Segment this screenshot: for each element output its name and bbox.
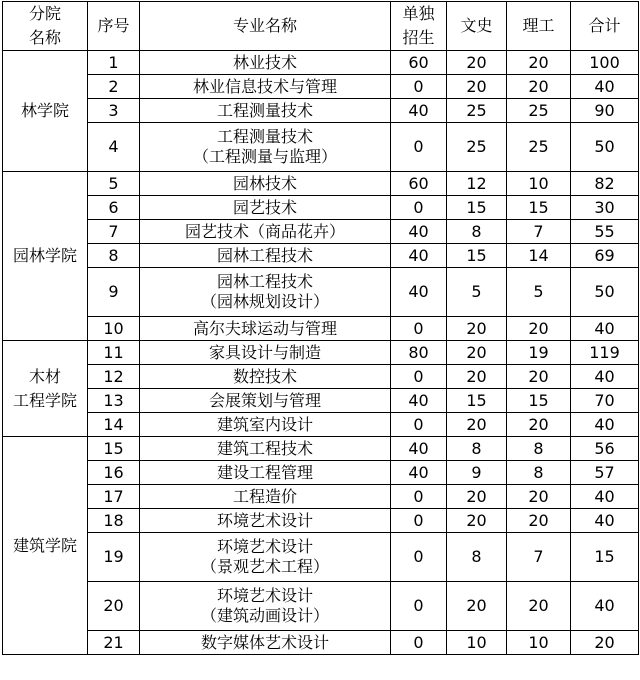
solo-enroll-cell: 0 — [391, 365, 447, 389]
solo-enroll-cell: 0 — [391, 413, 447, 437]
table-row — [3, 75, 639, 99]
total-cell: 90 — [571, 99, 639, 123]
college-cell: 木材 工程学院 — [3, 341, 88, 437]
arts-cell: 9 — [447, 461, 507, 485]
table-row — [3, 244, 639, 268]
science-cell: 15 — [507, 196, 571, 220]
science-cell: 10 — [507, 631, 571, 655]
seq-cell: 12 — [88, 365, 140, 389]
arts-cell: 15 — [447, 389, 507, 413]
total-cell: 40 — [571, 75, 639, 99]
arts-cell: 20 — [447, 509, 507, 533]
table-row — [3, 99, 639, 123]
science-cell: 20 — [507, 485, 571, 509]
table-row — [3, 341, 639, 365]
major-name-cell: 建筑室内设计 — [140, 413, 391, 437]
solo-enroll-cell: 0 — [391, 485, 447, 509]
total-cell: 40 — [571, 317, 639, 341]
arts-cell: 20 — [447, 365, 507, 389]
solo-enroll-cell: 0 — [391, 533, 447, 582]
arts-cell: 10 — [447, 631, 507, 655]
science-cell: 7 — [507, 220, 571, 244]
science-cell: 10 — [507, 172, 571, 196]
arts-cell: 5 — [447, 268, 507, 317]
solo-enroll-cell: 40 — [391, 99, 447, 123]
header-row — [3, 2, 639, 51]
major-name-cell: 园林工程技术 （园林规划设计） — [140, 268, 391, 317]
science-cell: 20 — [507, 75, 571, 99]
solo-enroll-cell: 60 — [391, 172, 447, 196]
major-name-cell: 园艺技术 — [140, 196, 391, 220]
seq-cell: 3 — [88, 99, 140, 123]
major-name-cell: 建筑工程技术 — [140, 437, 391, 461]
header-solo: 单独 招生 — [391, 2, 447, 51]
major-name-cell: 林业技术 — [140, 51, 391, 75]
science-cell: 20 — [507, 51, 571, 75]
seq-cell: 21 — [88, 631, 140, 655]
seq-cell: 18 — [88, 509, 140, 533]
table-row — [3, 268, 639, 317]
total-cell: 40 — [571, 365, 639, 389]
major-name-cell: 工程测量技术 — [140, 99, 391, 123]
seq-cell: 8 — [88, 244, 140, 268]
arts-cell: 8 — [447, 220, 507, 244]
table-row — [3, 317, 639, 341]
table-row — [3, 582, 639, 631]
arts-cell: 8 — [447, 437, 507, 461]
science-cell: 8 — [507, 461, 571, 485]
table-row — [3, 533, 639, 582]
solo-enroll-cell: 0 — [391, 631, 447, 655]
major-name-cell: 工程造价 — [140, 485, 391, 509]
science-cell: 20 — [507, 413, 571, 437]
science-cell: 8 — [507, 437, 571, 461]
major-name-cell: 家具设计与制造 — [140, 341, 391, 365]
science-cell: 25 — [507, 99, 571, 123]
total-cell: 119 — [571, 341, 639, 365]
header-seq: 序号 — [88, 2, 140, 51]
seq-cell: 10 — [88, 317, 140, 341]
major-name-cell: 工程测量技术 （工程测量与监理） — [140, 123, 391, 172]
arts-cell: 25 — [447, 99, 507, 123]
seq-cell: 20 — [88, 582, 140, 631]
header-major: 专业名称 — [140, 2, 391, 51]
header-total: 合计 — [571, 2, 639, 51]
major-name-cell: 数字媒体艺术设计 — [140, 631, 391, 655]
table-row — [3, 196, 639, 220]
science-cell: 5 — [507, 268, 571, 317]
science-cell: 25 — [507, 123, 571, 172]
college-cell: 建筑学院 — [3, 437, 88, 655]
major-name-cell: 园林工程技术 — [140, 244, 391, 268]
total-cell: 40 — [571, 582, 639, 631]
solo-enroll-cell: 40 — [391, 437, 447, 461]
table-row — [3, 51, 639, 75]
seq-cell: 11 — [88, 341, 140, 365]
solo-enroll-cell: 0 — [391, 123, 447, 172]
seq-cell: 2 — [88, 75, 140, 99]
arts-cell: 20 — [447, 582, 507, 631]
arts-cell: 20 — [447, 341, 507, 365]
major-name-cell: 数控技术 — [140, 365, 391, 389]
seq-cell: 16 — [88, 461, 140, 485]
table-row — [3, 172, 639, 196]
science-cell: 20 — [507, 365, 571, 389]
seq-cell: 9 — [88, 268, 140, 317]
arts-cell: 15 — [447, 244, 507, 268]
arts-cell: 15 — [447, 196, 507, 220]
arts-cell: 20 — [447, 413, 507, 437]
seq-cell: 17 — [88, 485, 140, 509]
seq-cell: 6 — [88, 196, 140, 220]
major-name-cell: 环境艺术设计 — [140, 509, 391, 533]
total-cell: 82 — [571, 172, 639, 196]
solo-enroll-cell: 40 — [391, 389, 447, 413]
science-cell: 14 — [507, 244, 571, 268]
table-row — [3, 389, 639, 413]
header-arts: 文史 — [447, 2, 507, 51]
seq-cell: 15 — [88, 437, 140, 461]
science-cell: 19 — [507, 341, 571, 365]
total-cell: 40 — [571, 485, 639, 509]
table-row — [3, 365, 639, 389]
arts-cell: 20 — [447, 51, 507, 75]
table-row — [3, 461, 639, 485]
science-cell: 20 — [507, 509, 571, 533]
header-sci: 理工 — [507, 2, 571, 51]
table-row — [3, 631, 639, 655]
total-cell: 55 — [571, 220, 639, 244]
total-cell: 50 — [571, 123, 639, 172]
college-cell: 园林学院 — [3, 172, 88, 341]
solo-enroll-cell: 40 — [391, 244, 447, 268]
enrollment-table — [2, 1, 639, 655]
solo-enroll-cell: 40 — [391, 220, 447, 244]
solo-enroll-cell: 0 — [391, 75, 447, 99]
arts-cell: 20 — [447, 75, 507, 99]
college-cell: 林学院 — [3, 51, 88, 172]
solo-enroll-cell: 40 — [391, 461, 447, 485]
seq-cell: 4 — [88, 123, 140, 172]
solo-enroll-cell: 0 — [391, 196, 447, 220]
table-row — [3, 413, 639, 437]
science-cell: 15 — [507, 389, 571, 413]
total-cell: 40 — [571, 509, 639, 533]
arts-cell: 25 — [447, 123, 507, 172]
solo-enroll-cell: 0 — [391, 582, 447, 631]
total-cell: 57 — [571, 461, 639, 485]
science-cell: 20 — [507, 582, 571, 631]
solo-enroll-cell: 80 — [391, 341, 447, 365]
table-row — [3, 509, 639, 533]
arts-cell: 8 — [447, 533, 507, 582]
solo-enroll-cell: 40 — [391, 268, 447, 317]
table-row — [3, 123, 639, 172]
total-cell: 70 — [571, 389, 639, 413]
major-name-cell: 建设工程管理 — [140, 461, 391, 485]
total-cell: 30 — [571, 196, 639, 220]
seq-cell: 14 — [88, 413, 140, 437]
major-name-cell: 环境艺术设计 （建筑动画设计） — [140, 582, 391, 631]
total-cell: 40 — [571, 413, 639, 437]
total-cell: 100 — [571, 51, 639, 75]
total-cell: 69 — [571, 244, 639, 268]
total-cell: 56 — [571, 437, 639, 461]
major-name-cell: 会展策划与管理 — [140, 389, 391, 413]
arts-cell: 20 — [447, 317, 507, 341]
major-name-cell: 园林技术 — [140, 172, 391, 196]
table-row — [3, 485, 639, 509]
table-row — [3, 437, 639, 461]
seq-cell: 7 — [88, 220, 140, 244]
header-college: 分院 名称 — [3, 2, 88, 51]
total-cell: 50 — [571, 268, 639, 317]
seq-cell: 13 — [88, 389, 140, 413]
arts-cell: 12 — [447, 172, 507, 196]
seq-cell: 1 — [88, 51, 140, 75]
total-cell: 20 — [571, 631, 639, 655]
major-name-cell: 林业信息技术与管理 — [140, 75, 391, 99]
science-cell: 20 — [507, 317, 571, 341]
major-name-cell: 园艺技术（商品花卉） — [140, 220, 391, 244]
solo-enroll-cell: 0 — [391, 509, 447, 533]
seq-cell: 5 — [88, 172, 140, 196]
major-name-cell: 环境艺术设计 （景观艺术工程） — [140, 533, 391, 582]
solo-enroll-cell: 60 — [391, 51, 447, 75]
solo-enroll-cell: 0 — [391, 317, 447, 341]
arts-cell: 20 — [447, 485, 507, 509]
total-cell: 15 — [571, 533, 639, 582]
science-cell: 7 — [507, 533, 571, 582]
major-name-cell: 高尔夫球运动与管理 — [140, 317, 391, 341]
table-body — [3, 51, 639, 655]
seq-cell: 19 — [88, 533, 140, 582]
table-row — [3, 220, 639, 244]
